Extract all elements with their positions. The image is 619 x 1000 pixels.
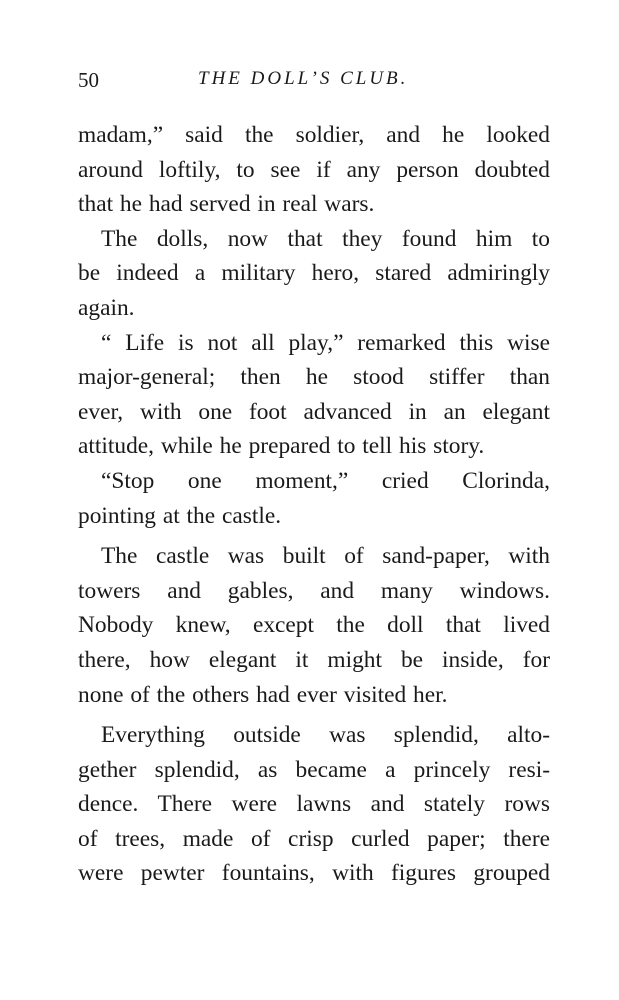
running-title: THE DOLL’S CLUB. [198,68,409,89]
text-line: Everything outside was splendid, alto- [101,722,550,749]
book-page [78,68,550,891]
text-line: The dolls, now that they found him to [101,225,550,252]
text-line: there, how elegant it might be inside, for [78,646,550,673]
text-line: ever, with one foot advanced in an elegant [78,398,550,425]
page-header [78,68,550,108]
text-line: were pewter fountains, with figures grouped [78,860,550,887]
text-line: pointing at the castle. [78,502,282,529]
page-number: 50 [78,68,99,92]
text-line: gether splendid, as became a princely resi- [78,756,550,783]
text-line: attitude, while he prepared to tell his story. [78,433,485,460]
text-line: around loftily, to see if any person doubted [78,156,550,183]
body-text [78,118,550,891]
text-line: Nobody knew, except the doll that lived [78,612,550,639]
text-line: towers and gables, and many windows. [78,577,550,604]
text-line: The castle was built of sand-paper, with [101,543,550,570]
text-line: madam,” said the soldier, and he looked [78,122,550,148]
text-line: “Stop one moment,” cried Clorinda, [101,467,550,494]
text-line: major-general; then he stood stiffer than [78,364,550,391]
text-line: none of the others had ever visited her. [78,681,448,708]
text-line: be indeed a military hero, stared admiringly [78,260,550,287]
text-line: again. [78,294,135,321]
text-line: dence. There were lawns and stately rows [78,791,550,818]
text-line: of trees, made of crisp curled paper; there [78,825,550,852]
text-line: that he had served in real wars. [78,191,375,218]
text-line: “ Life is not all play,” remarked this wise [101,329,550,356]
